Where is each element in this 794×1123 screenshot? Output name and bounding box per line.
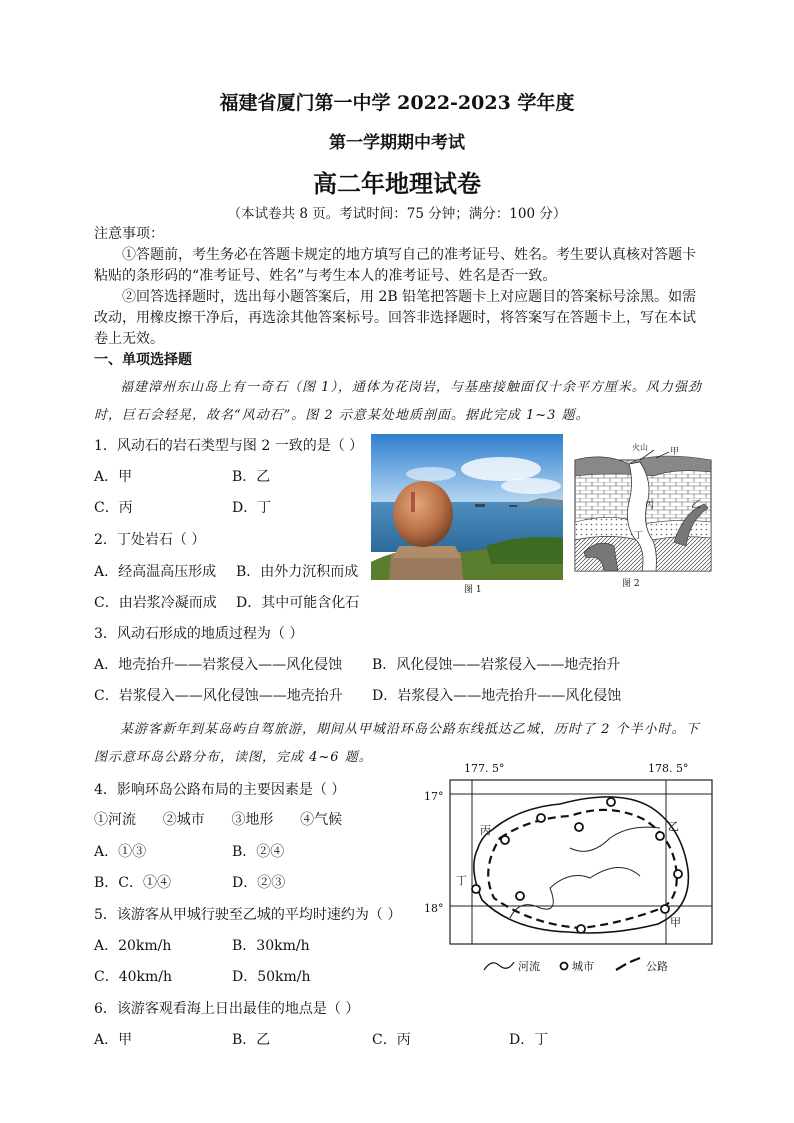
legend-city-symbol — [561, 963, 568, 970]
legend-river-symbol — [484, 962, 514, 970]
notice-item-2: ②回答选择题时，选出每小题答案后，用 2B 铅笔把答题卡上对应题目的答案标号涂黑。如需改动，用橡皮擦干净后，再选涂其他答案标号。回答非选择题时，将答案写在答题卡上，写在本试卷上无效。 — [94, 289, 697, 347]
q5-option-c: C．40km/h — [94, 969, 173, 985]
q3-option-a: A．地壳抬升——岩浆侵入——风化侵蚀 — [94, 657, 343, 673]
q2-stem: 2．丁处岩石（ ） — [94, 532, 206, 548]
map-latitude-1: 17° — [424, 790, 444, 803]
q2-option-d: D．其中可能含化石 — [236, 595, 360, 611]
q1-stem: 1．风动石的岩石类型与图 2 一致的是（ ） — [94, 438, 364, 454]
q3-option-b: B．风化侵蚀——岩浆侵入——地壳抬升 — [372, 657, 621, 673]
legend-road-label: 公路 — [646, 960, 668, 973]
legend-river-label: 河流 — [518, 960, 540, 973]
city-marker — [472, 885, 480, 893]
q3-option-c: C．岩浆侵入——风化侵蚀——地壳抬升 — [94, 688, 343, 704]
q6-option-d: D．丁 — [509, 1032, 549, 1048]
notice-item-1: ①答题前，考生务必在答题卡规定的地方填写自己的准考证号、姓名。考生要认真核对答题卡粘贴的条形码的“准考证号、姓名”与考生本人的准考证号、姓名是否一致。 — [94, 247, 696, 284]
q4-option-b: B．②④ — [232, 844, 285, 860]
q3-stem: 3．风动石形成的地质过程为（ ） — [94, 626, 304, 642]
q4-option-c: B．C．①④ — [94, 875, 171, 891]
figure-2-caption: 图 2 — [622, 579, 640, 589]
map-longitude-2: 178. 5° — [648, 762, 689, 775]
notice-title: 注意事项： — [94, 226, 164, 242]
q4-option-a: A．①③ — [94, 844, 147, 860]
intro-4-6: 某游客新年到某岛屿自驾旅游，期间从甲城沿环岛公路东线抵达乙城，历时了 2 个半小时。下图示意环岛公路分布，读图，完成 4~6 题。 — [94, 722, 700, 765]
q6-option-a: A．甲 — [94, 1032, 133, 1048]
section-title: 一、单项选择题 — [94, 352, 192, 368]
fig2-label-yi: 乙 — [691, 500, 701, 511]
city-marker — [661, 905, 669, 913]
legend-road-symbol — [616, 958, 640, 970]
q5-option-b: B．30km/h — [232, 938, 310, 954]
figure-1-caption: 图 1 — [464, 585, 482, 595]
q5-stem: 5．该游客从甲城行驶至乙城的平均时速约为（ ） — [94, 907, 402, 923]
fig2-label-jia: 甲 — [670, 447, 680, 457]
map-label-bing: 丙 — [480, 824, 491, 837]
figure-2-cross-section — [574, 442, 712, 572]
exam-info: （本试卷共 8 页。考试时间：75 分钟；满分：100 分） — [227, 206, 567, 222]
city-marker — [607, 798, 615, 806]
q6-stem: 6．该游客观看海上日出最佳的地点是（ ） — [94, 1001, 360, 1017]
q2-option-b: B．由外力沉积而成 — [236, 564, 359, 580]
fig2-label-volcano: 火山 — [632, 443, 648, 452]
city-marker — [577, 925, 585, 933]
intro-1-3: 福建漳州东山岛上有一奇石（图 1），通体为花岗岩，与基座接触面仅十余平方厘米。风力强劲时，巨石会轻晃，故名“风动石”。图 2 示意某处地质剖面。据此完成 1~3 题。 — [94, 380, 702, 423]
q5-option-d: D．50km/h — [232, 969, 311, 985]
q1-option-a: A．甲 — [94, 469, 133, 485]
map-longitude-1: 177. 5° — [464, 762, 505, 775]
city-marker — [674, 870, 682, 878]
q6-option-b: B．乙 — [232, 1032, 271, 1048]
map-label-ding: 丁 — [456, 874, 467, 887]
map-latitude-2: 18° — [424, 902, 444, 915]
q3-option-d: D．岩浆侵入——地壳抬升——风化侵蚀 — [372, 688, 622, 704]
q1-option-d: D．丁 — [232, 500, 272, 516]
legend-city-label: 城市 — [572, 960, 594, 973]
school-title: 福建省厦门第一中学 2022-2023 学年度 — [219, 92, 575, 114]
fig2-label-ding: 丁 — [634, 531, 644, 541]
city-marker — [656, 832, 664, 840]
q4-statements: ①河流 ②城市 ③地形 ④气候 — [94, 812, 343, 828]
q2-option-c: C．由岩浆冷凝而成 — [94, 595, 217, 611]
subject-title: 高二年地理试卷 — [313, 169, 481, 198]
fig2-label-bing: 丙 — [645, 501, 655, 511]
city-marker — [516, 892, 524, 900]
city-marker — [501, 836, 509, 844]
q4-stem: 4．影响环岛公路布局的主要因素是（ ） — [94, 782, 346, 798]
q2-option-a: A．经高温高压形成 — [94, 564, 217, 580]
q1-option-b: B．乙 — [232, 469, 271, 485]
island-road-map — [420, 758, 720, 978]
q1-option-c: C．丙 — [94, 500, 133, 516]
map-label-yi: 乙 — [668, 820, 679, 833]
q4-option-d: D．②③ — [232, 875, 286, 891]
q6-option-c: C．丙 — [372, 1032, 411, 1048]
q5-option-a: A．20km/h — [94, 938, 172, 954]
figure-1-photo — [371, 434, 563, 580]
map-label-jia: 甲 — [670, 916, 681, 929]
term-title: 第一学期期中考试 — [329, 133, 465, 153]
city-marker — [575, 823, 583, 831]
city-marker — [537, 814, 545, 822]
